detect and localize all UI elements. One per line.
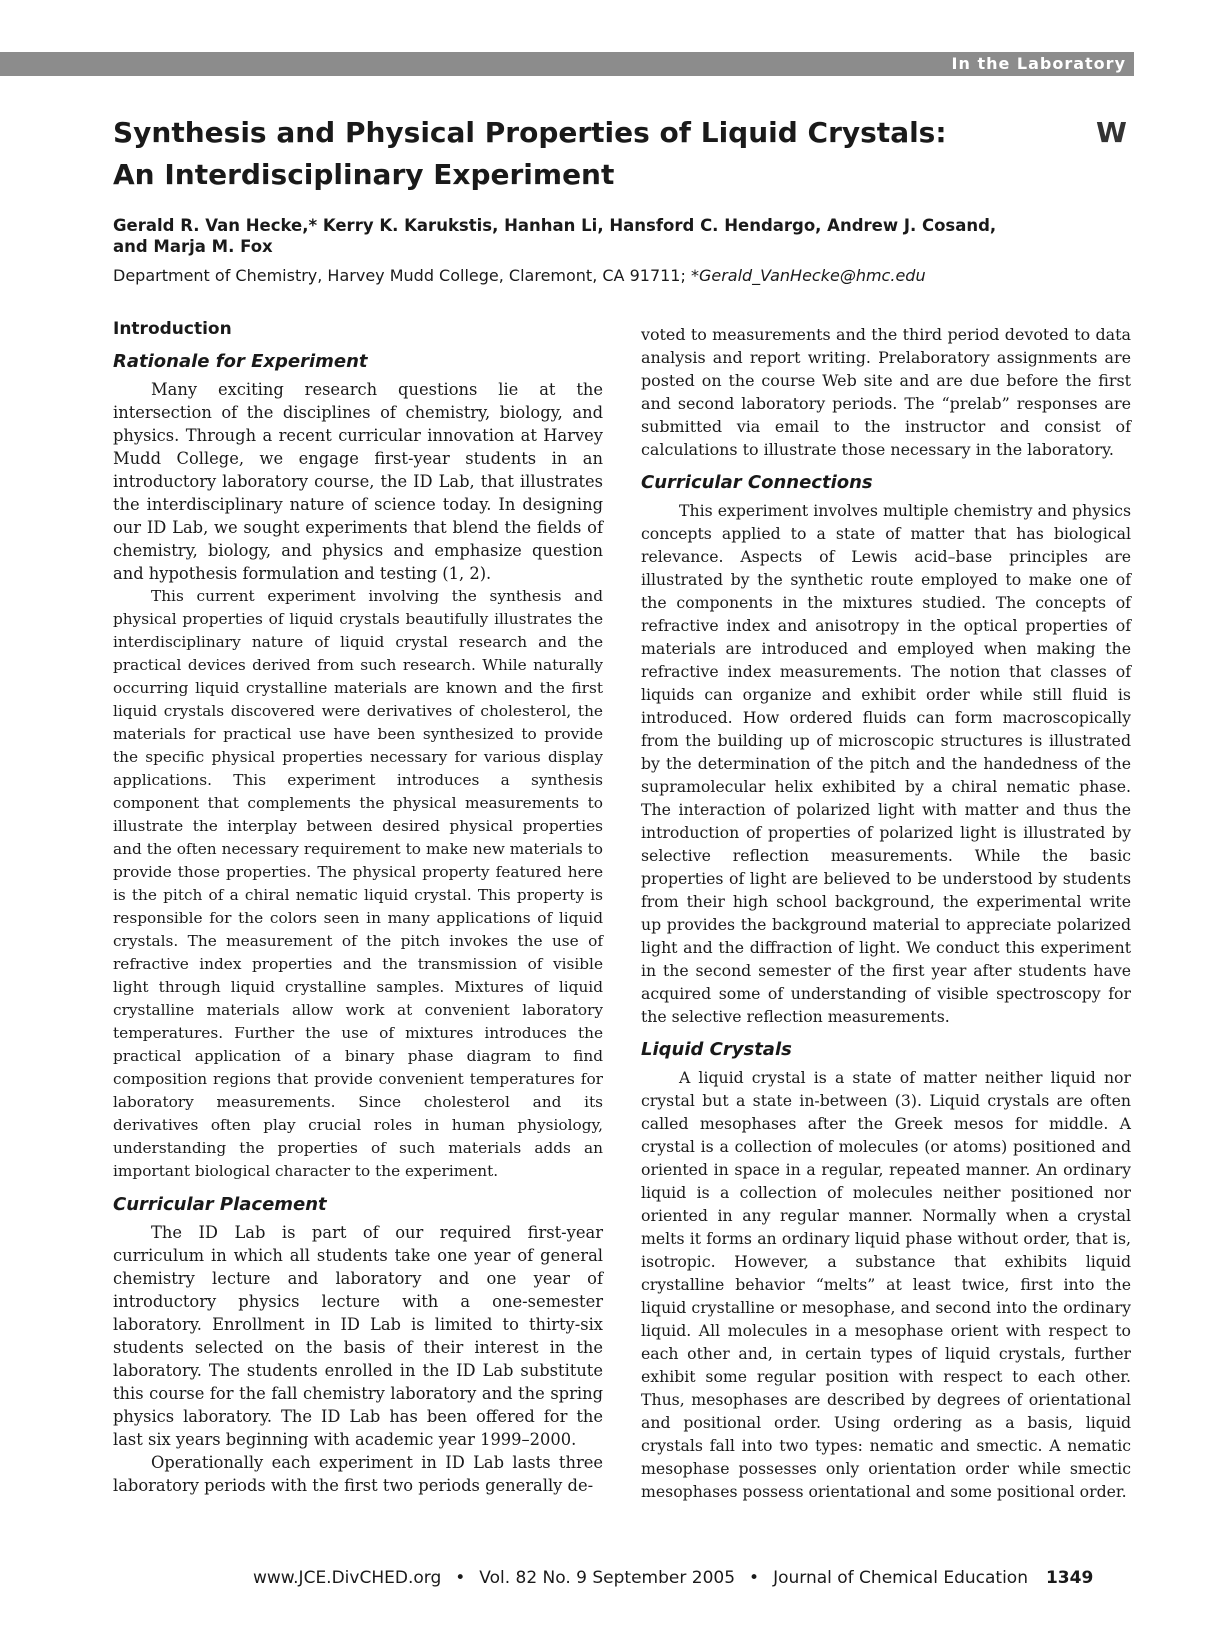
continuation-paragraph: voted to measurements and the third period devoted to data analysis and report writing. Prelaboratory assignments are posted on the course Web site and are due before the first and second laboratory periods. The “prelab” responses are submitted via email to the instructor and consist of calculations to illustrate those necessary in the laboratory. bbox=[641, 325, 1131, 459]
placement-paragraph-2: Operationally each experiment in ID Lab lasts three laboratory periods with the first two periods generally de- bbox=[113, 1453, 603, 1495]
connections-heading: Curricular Connections bbox=[641, 472, 873, 493]
right-column bbox=[641, 323, 1131, 1503]
placement-paragraph-1: The ID Lab is part of our required first-year curriculum in which all students take one year of general chemistry lecture and laboratory and one year of introductory physics lecture with a one-semester laboratory. Enrollment in ID Lab is limited to thirty-six students selected on the basis of their interest in the laboratory. The students enrolled in the ID Lab substitute this course for the fall chemistry laboratory and the spring physics laboratory. The ID Lab has been offered for the last six years beginning with academic year 1999–2000. bbox=[113, 1223, 603, 1449]
page-number: 1349 bbox=[1045, 1568, 1094, 1588]
introduction-heading: Introduction bbox=[113, 319, 232, 339]
author-list-line-1: Gerald R. Van Hecke,* Kerry K. Karukstis, Hanhan Li, Hansford C. Hendargo, Andrew J. Cosand, bbox=[113, 216, 997, 235]
section-header-bar bbox=[0, 52, 1134, 76]
author-list-line-2: and Marja M. Fox bbox=[113, 237, 273, 256]
page-footer bbox=[253, 1568, 1093, 1588]
article-title bbox=[113, 112, 1013, 196]
footer-separator: • bbox=[749, 1568, 760, 1588]
footer-issue: Vol. 82 No. 9 September 2005 bbox=[479, 1568, 736, 1588]
author-list bbox=[113, 215, 1123, 257]
left-column bbox=[113, 316, 603, 1497]
footer-website: www.JCE.DivCHED.org bbox=[253, 1568, 442, 1588]
affiliation bbox=[113, 265, 926, 287]
web-material-icon: W bbox=[1096, 116, 1127, 149]
article-title-line-1: Synthesis and Physical Properties of Liquid Crystals: bbox=[113, 116, 947, 149]
placement-heading: Curricular Placement bbox=[113, 1194, 327, 1215]
liquid-crystals-heading: Liquid Crystals bbox=[641, 1039, 792, 1060]
rationale-paragraph-2: This current experiment involving the synthesis and physical properties of liquid crystals beautifully illustrates the interdisciplinary nature of liquid crystal research and the practical devices derived from such research. While naturally occurring liquid crystalline materials are known and the first liquid crystals discovered were derivatives of cholesterol, the materials for practical use have been synthesized to provide the specific physical properties necessary for various display applications. This experiment introduces a synthesis component that complements the physical measurements to illustrate the interplay between desired physical properties and the often necessary requirement to make new materials to provide those properties. The physical property featured here is the pitch of a chiral nematic liquid crystal. This property is responsible for the colors seen in many applications of liquid crystals. The measurement of the pitch invokes the use of refractive index properties and the transmission of visible light through liquid crystalline samples. Mixtures of liquid crystalline materials allow work at convenient laboratory temperatures. Further the use of mixtures introduces the practical application of a binary phase diagram to find composition regions that provide convenient temperatures for laboratory measurements. Since cholesterol and its derivatives often play crucial roles in human physiology, understanding the properties of such materials adds an important biological character to the experiment. bbox=[113, 587, 603, 1180]
connections-paragraph: This experiment involves multiple chemistry and physics concepts applied to a state of matter that has biological relevance. Aspects of Lewis acid–base principles are illustrated by the synthetic route employed to make one of the components in the mixtures studied. The concepts of refractive index and anisotropy in the optical properties of materials are introduced and employed when making the refractive index measurements. The notion that classes of liquids can organize and exhibit order while still fluid is introduced. How ordered fluids can form macroscopically from the building up of microscopic structures is illustrated by the determination of the pitch and the handedness of the supramolecular helix exhibited by a chiral nematic phase. The interaction of polarized light with matter and thus the introduction of properties of polarized light is illustrated by selective reflection measurements. While the basic properties of light are believed to be understood by students from their high school background, the experimental write up provides the background material to appreciate polarized light and the diffraction of light. We conduct this experiment in the second semester of the first year after students have acquired some of understanding of visible spectroscopy for the selective reflection measurements. bbox=[641, 501, 1131, 1026]
rationale-paragraph-1: Many exciting research questions lie at the intersection of the disciplines of chemistry, biology, and physics. Through a recent curricular innovation at Harvey Mudd College, we engage first-year students in an introductory laboratory course, the ID Lab, that illustrates the interdisciplinary nature of science today. In designing our ID Lab, we sought experiments that blend the fields of chemistry, biology, and physics and emphasize question and hypothesis formulation and testing (1, 2). bbox=[113, 380, 603, 583]
footer-separator: • bbox=[455, 1568, 466, 1588]
footer-journal: Journal of Chemical Education bbox=[773, 1568, 1028, 1588]
affiliation-text: Department of Chemistry, Harvey Mudd College, Claremont, CA 91711; * bbox=[113, 266, 699, 285]
section-label: In the Laboratory bbox=[951, 54, 1126, 73]
article-title-line-2: An Interdisciplinary Experiment bbox=[113, 158, 615, 191]
liquid-crystals-paragraph: A liquid crystal is a state of matter neither liquid nor crystal but a state in-between (3). Liquid crystals are often called mesophases after the Greek mesos for middle. A crystal is a collection of molecules (or atoms) positioned and oriented in space in a regular, repeated manner. An ordinary liquid is a collection of molecules neither positioned nor oriented in any regular manner. Normally when a crystal melts it forms an ordinary liquid phase without order, that is, isotropic. However, a substance that exhibits liquid crystalline behavior “melts” at least twice, first into the liquid crystalline or mesophase, and second into the ordinary liquid. All molecules in a mesophase orient with respect to each other and, in certain types of liquid crystals, further exhibit some regular position with respect to each other. Thus, mesophases are described by degrees of orientational and positional order. Using ordering as a basis, liquid crystals fall into two types: nematic and smectic. A nematic mesophase possesses only orientation order while smectic mesophases possess orientational and some positional order. bbox=[641, 1068, 1131, 1501]
rationale-heading: Rationale for Experiment bbox=[113, 351, 368, 372]
contact-email: Gerald_VanHecke@hmc.edu bbox=[698, 266, 926, 285]
